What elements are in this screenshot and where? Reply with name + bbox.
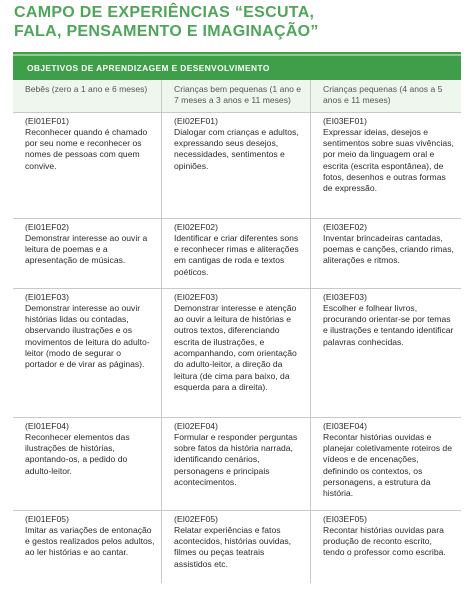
objective-code: (EI03EF02): [323, 221, 367, 232]
objective-code: (EI02EF02): [174, 221, 218, 232]
table-cell: [13, 511, 162, 583]
table-cell: [162, 113, 311, 218]
table-cell: [311, 418, 461, 510]
objective-text: Relatar experiências e fatos acontecidos, histórias ouvidas, filmes ou peças teatrais assistidos etc.: [174, 524, 292, 569]
objectives-table: [13, 52, 461, 583]
table-cell: [162, 219, 311, 288]
table-cell: [311, 219, 461, 288]
page-title: [14, 3, 454, 41]
table-cell: [162, 289, 311, 417]
objective-text: Formular e responder perguntas sobre fatos da história narrada, identificando cenários, personagens e principais acontecimentos.: [174, 431, 298, 488]
objective-code: (EI01EF04): [25, 420, 69, 431]
objective-text: Expressar ideias, desejos e sentimentos sobre suas vivências, por meio da linguagem oral e escrita (escrita espontânea), de fotos, desenhos e outras formas de expressão.: [323, 126, 454, 194]
objective-text: Recontar histórias ouvidas para produção de reconto escrito, tendo o professor como escriba.: [323, 524, 446, 558]
table-row: [13, 418, 461, 511]
table-cell: [311, 511, 461, 583]
table-cell: [13, 113, 162, 218]
table-row: [13, 511, 461, 583]
objective-text: Inventar brincadeiras cantadas, poemas e canções, criando rimas, aliterações e ritmos.: [323, 232, 454, 266]
objective-code: (EI02EF04): [174, 420, 218, 431]
header-row: [13, 80, 461, 113]
table-cell: [311, 113, 461, 218]
objective-code: (EI01EF01): [25, 115, 69, 126]
column-header-bem-pequenas: Crianças bem pequenas (1 ano e 7 meses a 3 anos e 11 meses): [162, 80, 311, 112]
objective-code: (EI02EF05): [174, 513, 218, 524]
objective-code: (EI03EF05): [323, 513, 367, 524]
column-header-bebes: Bebês (zero a 1 ano e 6 meses): [13, 80, 162, 112]
table-cell: [13, 219, 162, 288]
objective-code: (EI01EF05): [25, 513, 69, 524]
objective-text: Demonstrar interesse e atenção ao ouvir a leitura de histórias e outros textos, diferenciando escrita de ilustrações, e acompanhando, com orientação do adulto-leitor, a direção da leitura (de cima para baixo, da esquerda para a direita).: [174, 302, 297, 392]
objective-code: (EI03EF01): [323, 115, 367, 126]
table-cell: [311, 289, 461, 417]
objective-text: Demonstrar interesse ao ouvir histórias lidas ou contadas, observando ilustrações e os movimentos de leitura do adulto-leitor (modo de segurar o portador e de virar as páginas).: [25, 302, 150, 370]
table-band-heading: OBJETIVOS DE APRENDIZAGEM E DESENVOLVIMENTO: [13, 54, 461, 80]
objective-code: (EI01EF03): [25, 291, 69, 302]
title-line-2: FALA, PENSAMENTO E IMAGINAÇÃO”: [14, 23, 319, 40]
objective-code: (EI03EF04): [323, 420, 367, 431]
table-row: [13, 219, 461, 289]
objective-text: Identificar e criar diferentes sons e reconhecer rimas e aliterações em cantigas de roda e textos poéticos.: [174, 232, 299, 277]
table-row: [13, 289, 461, 418]
objective-text: Demonstrar interesse ao ouvir a leitura de poemas e a apresentação de músicas.: [25, 232, 148, 266]
objective-text: Reconhecer quando é chamado por seu nome e reconhecer os nomes de pessoas com quem convive.: [25, 126, 148, 171]
table-cell: [13, 289, 162, 417]
objective-text: Imitar as variações de entonação e gestos realizados pelos adultos, ao ler histórias e ao cantar.: [25, 524, 155, 558]
objective-code: (EI02EF01): [174, 115, 218, 126]
table-cell: [162, 418, 311, 510]
title-line-1: CAMPO DE EXPERIÊNCIAS “ESCUTA,: [14, 4, 315, 21]
objective-text: Escolher e folhear livros, procurando orientar-se por temas e ilustrações e tentando identificar palavras conhecidas.: [323, 302, 454, 347]
objective-code: (EI02EF03): [174, 291, 218, 302]
objective-code: (EI01EF02): [25, 221, 69, 232]
objective-text: Recontar histórias ouvidas e planejar coletivamente roteiros de vídeos e de encenações, definindo os contextos, os personagens, a estrutura da história.: [323, 431, 452, 499]
objective-text: Dialogar com crianças e adultos, expressando seus desejos, necessidades, sentimentos e opiniões.: [174, 126, 299, 171]
table-cell: [162, 511, 311, 583]
column-header-pequenas: Crianças pequenas (4 anos a 5 anos e 11 meses): [311, 80, 461, 112]
table-cell: [13, 418, 162, 510]
table-row: [13, 113, 461, 219]
objective-text: Reconhecer elementos das ilustrações de histórias, apontando-os, a pedido do adulto-leitor.: [25, 431, 130, 476]
objective-code: (EI03EF03): [323, 291, 367, 302]
